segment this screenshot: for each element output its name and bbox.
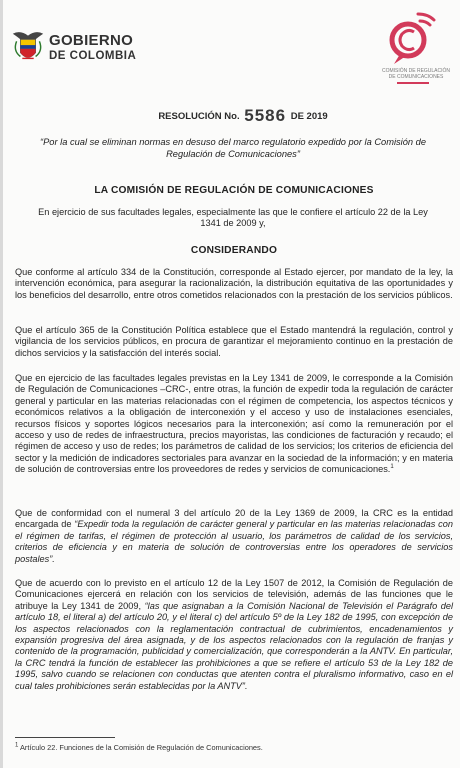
footnote-divider	[15, 737, 115, 738]
crc-name: COMISIÓN DE REGULACIÓN DE COMUNICACIONES	[381, 68, 451, 80]
paragraph-5-quote: “las que asignaban a la Comisión Nacional de Televisión el Parágrafo del artículo 18, el literal a) del artículo 20, y el literal c) del artículo 5º de la Ley 182 de 1995, con excepción de los aspectos relacionados con la reglamentación contractual de cubrimientos, encadenamientos y expansión progresiva del área asignada, y de los aspectos relacionados con la regulación de franjas y contenido de la programación, publicidad y comercialización, que corresponderán a la ANTV. En particular, la CRC tendrá la función de establecer las prohibiciones a que se refiere el artículo 53 de la Ley 182 de 1995, salvo cuando se relacionen con conductas que atenten contra el pluralismo informativo, caso en el cual tales prohibiciones serán establecidas por la ANTV”.	[15, 600, 453, 691]
paragraph-5-text: Que de acuerdo con lo previsto en el artículo 12 de la Ley 1507 de 2012, la Comisión de Regulación de Comunicaciones ejercerá en relación con los servicios de televisión, además de las funciones que le atribuye la Ley 1341 de 2009,	[15, 578, 453, 611]
faculties-paragraph: En ejercicio de sus facultades legales, especialmente las que le confiere el artículo 22 de la Ley 1341 de 2009 y,	[38, 207, 428, 229]
footnote-number: 1	[15, 742, 19, 749]
footnote	[15, 743, 445, 752]
government-name: GOBIERNO	[49, 32, 134, 49]
resolution-line	[123, 106, 363, 126]
letterhead	[3, 0, 460, 100]
footnote-text: Artículo 22. Funciones de la Comisión de Regulación de Comunicaciones.	[20, 743, 263, 752]
government-subtitle: DE COLOMBIA	[49, 50, 137, 62]
paragraph-2: Que el artículo 365 de la Constitución Política establece que el Estado mantendrá la regulación, control y vigilancia de los servicios públicos, en procura de garantizar el mejoramiento continuo en la prestación de dichos servicios y la satisfacción del interés social.	[15, 325, 453, 358]
paragraph-4-quote: “Expedir toda la regulación de carácter general y particular en las materias relacionadas con el régimen de tarifas, el régimen de protección al usuario, los parámetros de calidad de los servicios, criterios de eficiencia y en materia de solución de controversias entre los operadores de servicios postales”.	[15, 519, 453, 564]
heading-commission: LA COMISIÓN DE REGULACIÓN DE COMUNICACIONES	[94, 185, 374, 196]
heading-considering: CONSIDERANDO	[190, 245, 278, 256]
paragraph-1: Que conforme al artículo 334 de la Constitución, corresponde al Estado ejercer, por mandato de la ley, la intervención económica, para asegurar la racionalización, la distribución equitativa de las oportunidades y los beneficios del desarrollo, entre otros cometidos relacionados con la prestación de los servicios públicos.	[15, 267, 453, 300]
paragraph-3-text: Que en ejercicio de las facultades legales previstas en la Ley 1341 de 2009, le corresponde a la Comisión de Regulación de Comunicaciones –CRC-, entre otras, la función de expedir toda la regulación de carácter general y particular en las materias relacionadas con el régimen de competencia, los aspectos técnicos y económicos relativos a la obligación de interconexión y el acceso y uso de instalaciones esenciales, recursos físicos y soportes lógicos necesarios para la interconexión; así como la remuneración por el acceso y uso de redes de infraestructura, precios mayoristas, las condiciones de facturación y recaudo; el régimen de acceso y uso de redes; los parámetros de calidad de los servicios; los criterios de eficiencia del sector y la medición de indicadores sectoriales para avanzar en la sociedad de la información; y en materia de solución de controversias entre los proveedores de redes y servicios de comunicaciones.	[15, 373, 453, 475]
footnote-ref: 1	[390, 464, 394, 471]
coat-of-arms-icon	[9, 28, 47, 66]
crc-accent-bar	[397, 82, 429, 84]
paragraph-3	[15, 373, 453, 476]
paragraph-5	[15, 578, 453, 692]
paragraph-4	[15, 508, 453, 565]
resolution-number: 5586	[244, 106, 287, 125]
resolution-prefix: RESOLUCIÓN No.	[158, 111, 240, 122]
paragraph-4-text: Que de conformidad con el numeral 3 del artículo 20 de la Ley 1369 de 2009, la CRC es la entidad encargada de	[15, 508, 453, 530]
crc-logo-icon	[384, 10, 436, 66]
resolution-subtitle: “Por la cual se eliminan normas en desuso del marco regulatorio expedido por la Comisión de Regulación de Comunicaciones”	[39, 137, 427, 159]
resolution-year: DE 2019	[290, 111, 328, 122]
